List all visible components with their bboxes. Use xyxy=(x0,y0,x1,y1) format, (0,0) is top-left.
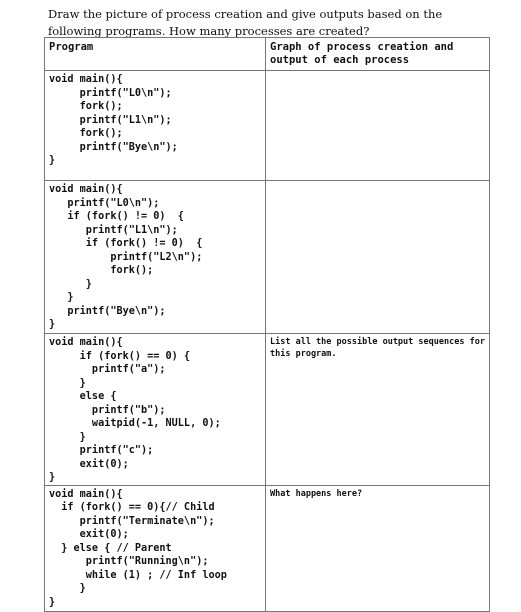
code-block: void main(){ if (fork() == 0){// Child printf("Terminate\n"); exit(0); } else { // Parent printf("Running\n"); while (1) ; // Inf loop } } xyxy=(49,488,227,608)
answer-cell[interactable] xyxy=(266,485,490,611)
answer-cell[interactable] xyxy=(266,71,490,181)
table-header-row xyxy=(45,38,490,71)
question-text: Draw the picture of process creation and give outputs based on the following programs. How many processes are created? xyxy=(48,7,443,38)
cell-note xyxy=(266,71,489,77)
program-table xyxy=(44,37,490,612)
code-block: void main(){ printf("L0\n"); fork(); printf("L1\n"); fork(); printf("Bye\n"); } xyxy=(49,74,178,166)
cell-note: List all the possible output sequences for this program. xyxy=(270,337,485,359)
table-row xyxy=(45,71,490,181)
answer-cell[interactable] xyxy=(266,334,490,486)
program-cell xyxy=(45,334,266,486)
code-block: void main(){ printf("L0\n"); if (fork() != 0) { printf("L1\n"); if (fork() != 0) { printf("L2\n"); fork(); } } printf("Bye\n"); } xyxy=(49,184,203,330)
program-column-header: Program xyxy=(45,38,266,71)
graph-column-header: Graph of process creation and output of each process xyxy=(266,38,490,71)
table-row xyxy=(45,485,490,611)
table-row xyxy=(45,181,490,334)
program-cell xyxy=(45,181,266,334)
code-block: void main(){ if (fork() == 0) { printf("a"); } else { printf("b"); waitpid(-1, NULL, 0); } printf("c"); exit(0); } xyxy=(49,337,221,483)
table-row xyxy=(45,334,490,486)
answer-cell[interactable] xyxy=(266,181,490,334)
program-cell xyxy=(45,71,266,181)
cell-note: What happens here? xyxy=(270,488,363,499)
cell-note xyxy=(266,181,489,187)
program-cell xyxy=(45,485,266,611)
